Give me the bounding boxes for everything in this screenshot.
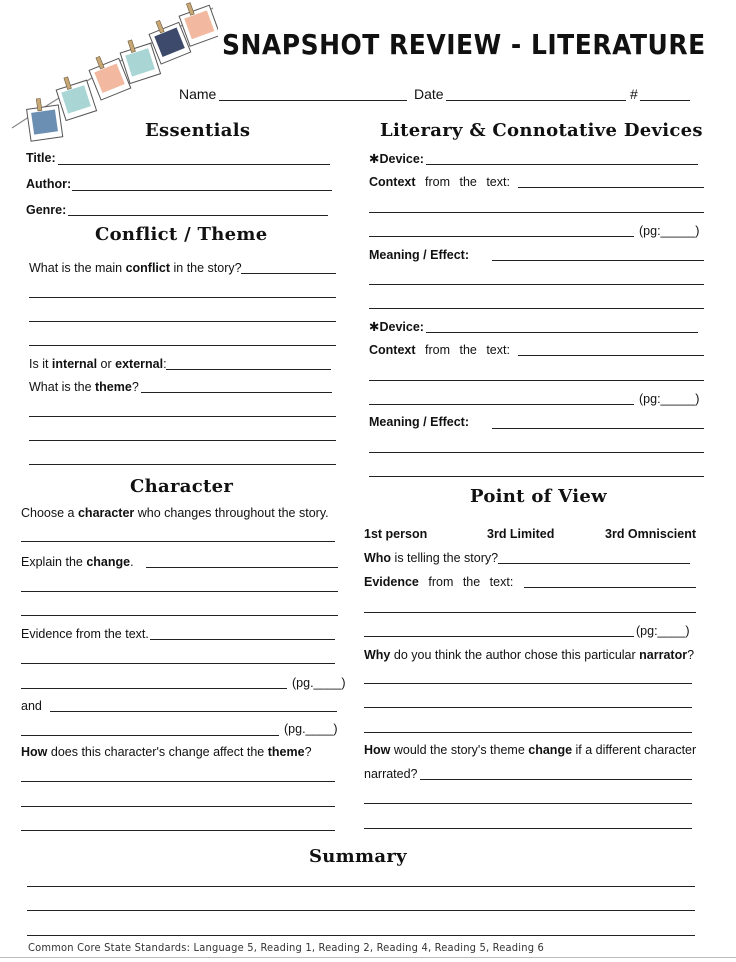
change-answer-line[interactable] <box>21 591 338 592</box>
theme-change-question-cont: narrated? <box>364 767 418 781</box>
genre-label: Genre: <box>26 203 67 217</box>
footer-divider <box>0 957 736 958</box>
why-narrator-question: Why do you think the author chose this particular narrator? <box>364 648 695 662</box>
pov-option-third-limited[interactable]: 3rd Limited <box>487 527 555 541</box>
context-answer-line[interactable] <box>518 187 704 188</box>
context-answer-line[interactable] <box>369 212 704 213</box>
pov-option-third-omniscient[interactable]: 3rd Omniscient <box>605 527 696 541</box>
and-label: and <box>21 699 42 713</box>
conflict-answer-line[interactable] <box>29 297 336 298</box>
theme-affect-answer-line[interactable] <box>21 781 335 782</box>
context-answer-line[interactable] <box>518 355 704 356</box>
summary-answer-line[interactable] <box>27 935 695 936</box>
theme-change-answer-line[interactable] <box>420 779 692 780</box>
number-label: # <box>630 86 638 102</box>
theme-affect-question: How does this character's change affect the theme? <box>21 745 312 759</box>
theme-change-answer-line[interactable] <box>364 828 692 829</box>
evidence-question: Evidence from the text. <box>21 627 149 641</box>
pov-evidence-answer-line[interactable] <box>364 612 696 613</box>
evidence-answer-line[interactable] <box>50 711 337 712</box>
meaning-answer-line[interactable] <box>369 452 704 453</box>
summary-answer-line[interactable] <box>27 886 695 887</box>
why-narrator-answer-line[interactable] <box>364 683 692 684</box>
theme-change-question: How would the story's theme change if a different character <box>364 743 697 757</box>
meaning-answer-line[interactable] <box>492 260 704 261</box>
character-answer-line[interactable] <box>21 541 335 542</box>
page-title: SNAPSHOT REVIEW - LITERATURE <box>222 28 706 61</box>
conflict-answer-line[interactable] <box>29 345 336 346</box>
why-narrator-answer-line[interactable] <box>364 707 692 708</box>
point-of-view-heading: Point of View <box>470 486 607 507</box>
theme-affect-answer-line[interactable] <box>21 806 335 807</box>
genre-field[interactable] <box>68 215 328 216</box>
conflict-theme-heading: Conflict / Theme <box>95 224 268 245</box>
number-field[interactable] <box>640 100 690 101</box>
evidence-answer-line[interactable] <box>21 663 335 664</box>
why-narrator-answer-line[interactable] <box>364 732 692 733</box>
device-field[interactable] <box>426 164 698 165</box>
devices-heading: Literary & Connotative Devices <box>380 120 703 141</box>
meaning-answer-line[interactable] <box>369 476 704 477</box>
standards-footer: Common Core State Standards: Language 5, Reading 1, Reading 2, Reading 4, Reading 5, Reading 6 <box>28 941 545 954</box>
context-answer-line[interactable] <box>369 380 704 381</box>
explain-change-question: Explain the change. <box>21 555 134 569</box>
device-label: ✱Device: <box>369 320 424 334</box>
internal-external-answer-line[interactable] <box>166 369 331 370</box>
meaning-answer-line[interactable] <box>369 284 704 285</box>
title-field[interactable] <box>58 164 330 165</box>
narrator-answer-line[interactable] <box>498 563 690 564</box>
conflict-question: What is the main conflict in the story? <box>29 261 242 275</box>
name-label: Name <box>179 86 217 102</box>
theme-answer-line[interactable] <box>29 416 336 417</box>
narrator-question: Who is telling the story? <box>364 551 499 565</box>
theme-answer-line[interactable] <box>29 440 336 441</box>
theme-affect-answer-line[interactable] <box>21 830 335 831</box>
theme-change-answer-line[interactable] <box>364 803 692 804</box>
context-answer-line[interactable] <box>369 404 634 405</box>
evidence-answer-line[interactable] <box>150 639 335 640</box>
essentials-heading: Essentials <box>145 120 251 141</box>
page-number-field[interactable]: (pg:_____) <box>639 392 700 406</box>
meaning-effect-label: Meaning / Effect: <box>369 248 470 262</box>
pov-evidence-label: Evidence from the text: <box>364 575 514 589</box>
page-number-field[interactable]: (pg.____) <box>292 676 346 690</box>
context-answer-line[interactable] <box>369 236 634 237</box>
author-label: Author: <box>26 177 72 191</box>
author-field[interactable] <box>72 190 332 191</box>
name-field[interactable] <box>219 100 407 101</box>
conflict-answer-line[interactable] <box>29 321 336 322</box>
meaning-answer-line[interactable] <box>492 428 704 429</box>
meaning-answer-line[interactable] <box>369 308 704 309</box>
conflict-answer-line[interactable] <box>241 273 336 274</box>
theme-answer-line[interactable] <box>29 464 336 465</box>
character-question: Choose a character who changes throughout the story. <box>21 506 329 520</box>
theme-question: What is the theme? <box>29 380 139 394</box>
title-label: Title: <box>26 151 56 165</box>
page-number-field[interactable]: (pg.____) <box>284 722 338 736</box>
pov-evidence-answer-line[interactable] <box>364 636 634 637</box>
summary-heading: Summary <box>309 846 407 867</box>
device-label: ✱Device: <box>369 152 424 166</box>
summary-answer-line[interactable] <box>27 910 695 911</box>
character-heading: Character <box>130 476 234 497</box>
device-field[interactable] <box>426 332 698 333</box>
date-label: Date <box>414 86 444 102</box>
evidence-answer-line[interactable] <box>21 735 279 736</box>
page-number-field[interactable]: (pg:____) <box>636 624 690 638</box>
meaning-effect-label: Meaning / Effect: <box>369 415 470 429</box>
evidence-answer-line[interactable] <box>21 688 287 689</box>
context-label: Context from the text: <box>369 343 510 357</box>
change-answer-line[interactable] <box>21 615 338 616</box>
pov-evidence-answer-line[interactable] <box>524 587 696 588</box>
change-answer-line[interactable] <box>146 567 338 568</box>
context-label: Context from the text: <box>369 175 510 189</box>
internal-external-question: Is it internal or external: <box>29 357 167 371</box>
date-field[interactable] <box>446 100 626 101</box>
page-number-field[interactable]: (pg:_____) <box>639 224 700 238</box>
theme-answer-line[interactable] <box>141 392 332 393</box>
pov-option-first-person[interactable]: 1st person <box>364 527 428 541</box>
